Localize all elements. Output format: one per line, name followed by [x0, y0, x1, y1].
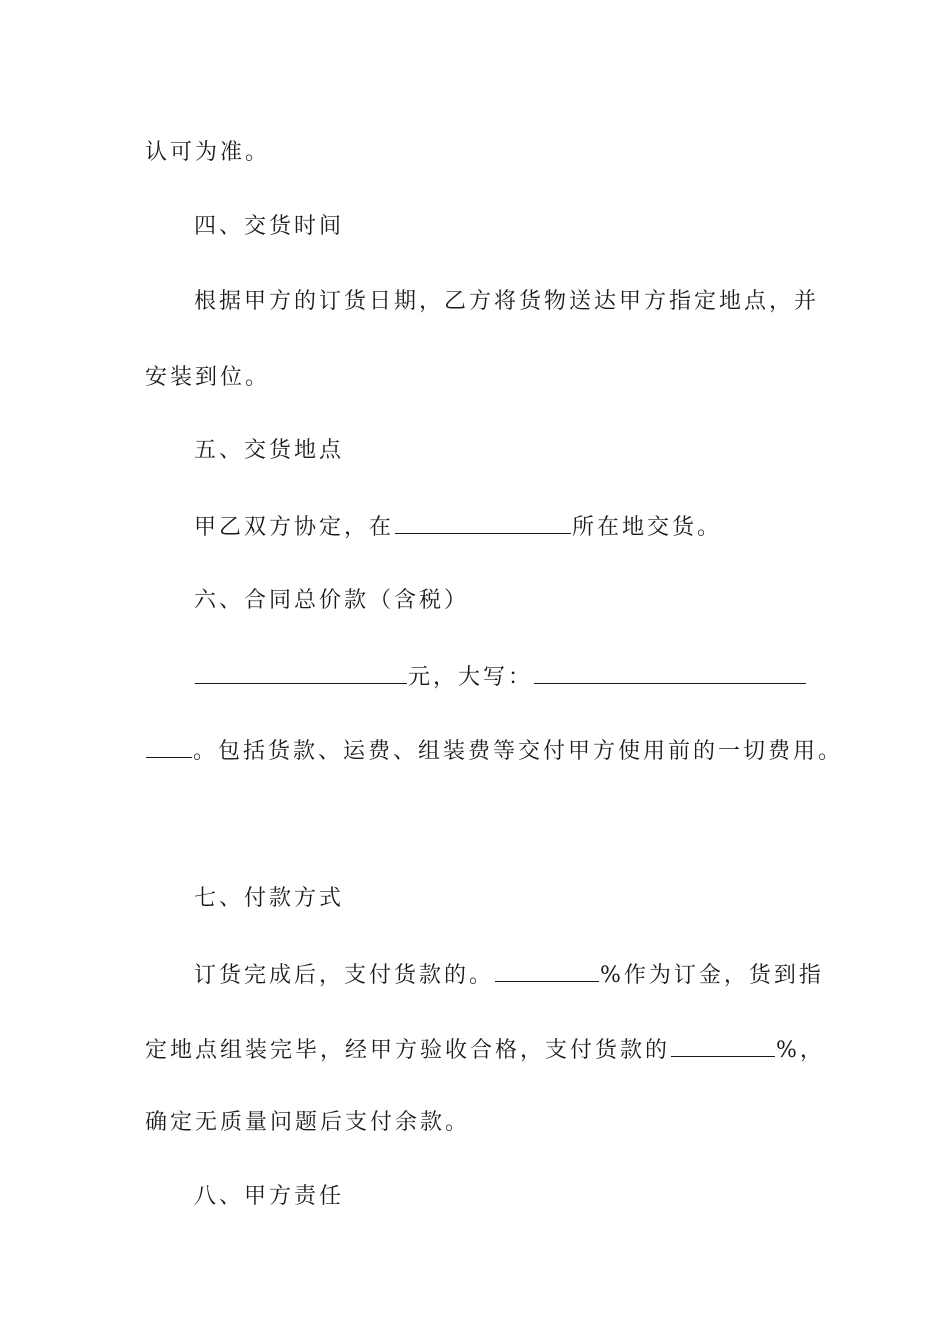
- paragraph-line: [194, 511, 722, 543]
- paragraph-text: 认可为准。: [145, 140, 271, 165]
- fill-in-blank-amount-words-cont[interactable]: [146, 735, 192, 758]
- fill-in-blank-amount[interactable]: [195, 661, 407, 684]
- paragraph-line: [145, 735, 843, 767]
- paragraph-text: %，: [776, 1038, 825, 1063]
- paragraph-line: [145, 363, 270, 393]
- section-heading-total-price: [194, 586, 469, 616]
- section-heading-party-a-duties: [194, 1182, 344, 1212]
- heading-text: 六、合同总价款（含税）: [194, 588, 470, 613]
- paragraph-text: 根据甲方的订货日期，乙方将货物送达甲方指定地点，并: [194, 289, 820, 314]
- fill-in-blank-amount-words[interactable]: [534, 661, 806, 684]
- paragraph-text: 订货完成后，支付货款的。: [194, 963, 495, 988]
- paragraph-text: 元，大写：: [408, 665, 534, 690]
- paragraph-text: 所在地交货。: [572, 515, 723, 540]
- heading-text: 五、交货地点: [194, 438, 345, 463]
- fill-in-blank-payment-percent[interactable]: [671, 1034, 775, 1057]
- section-heading-delivery-place: [194, 436, 344, 466]
- paragraph-text: 定地点组装完毕，经甲方验收合格，支付货款的: [145, 1038, 671, 1063]
- paragraph-line: [145, 1034, 825, 1066]
- heading-text: 七、付款方式: [194, 886, 345, 911]
- paragraph-line: [145, 1108, 470, 1138]
- fill-in-blank-deposit-percent[interactable]: [495, 959, 599, 982]
- heading-text: 四、交货时间: [194, 214, 345, 239]
- paragraph-line: [145, 138, 270, 168]
- paragraph-line: [194, 959, 824, 991]
- paragraph-text: 确定无质量问题后支付余款。: [145, 1110, 471, 1135]
- heading-text: 八、甲方责任: [194, 1184, 345, 1209]
- paragraph-line: [194, 661, 807, 693]
- section-heading-delivery-time: [194, 212, 344, 242]
- paragraph-text: 。包括货款、运费、组装费等交付甲方使用前的一切费用。: [193, 739, 844, 764]
- section-heading-payment-method: [194, 884, 344, 914]
- paragraph-text: %作为订金，货到指: [600, 963, 824, 988]
- paragraph-text: 安装到位。: [145, 365, 271, 390]
- paragraph-text: 甲乙双方协定，在: [194, 515, 395, 540]
- fill-in-blank-place[interactable]: [395, 511, 571, 534]
- paragraph-line: [194, 287, 819, 317]
